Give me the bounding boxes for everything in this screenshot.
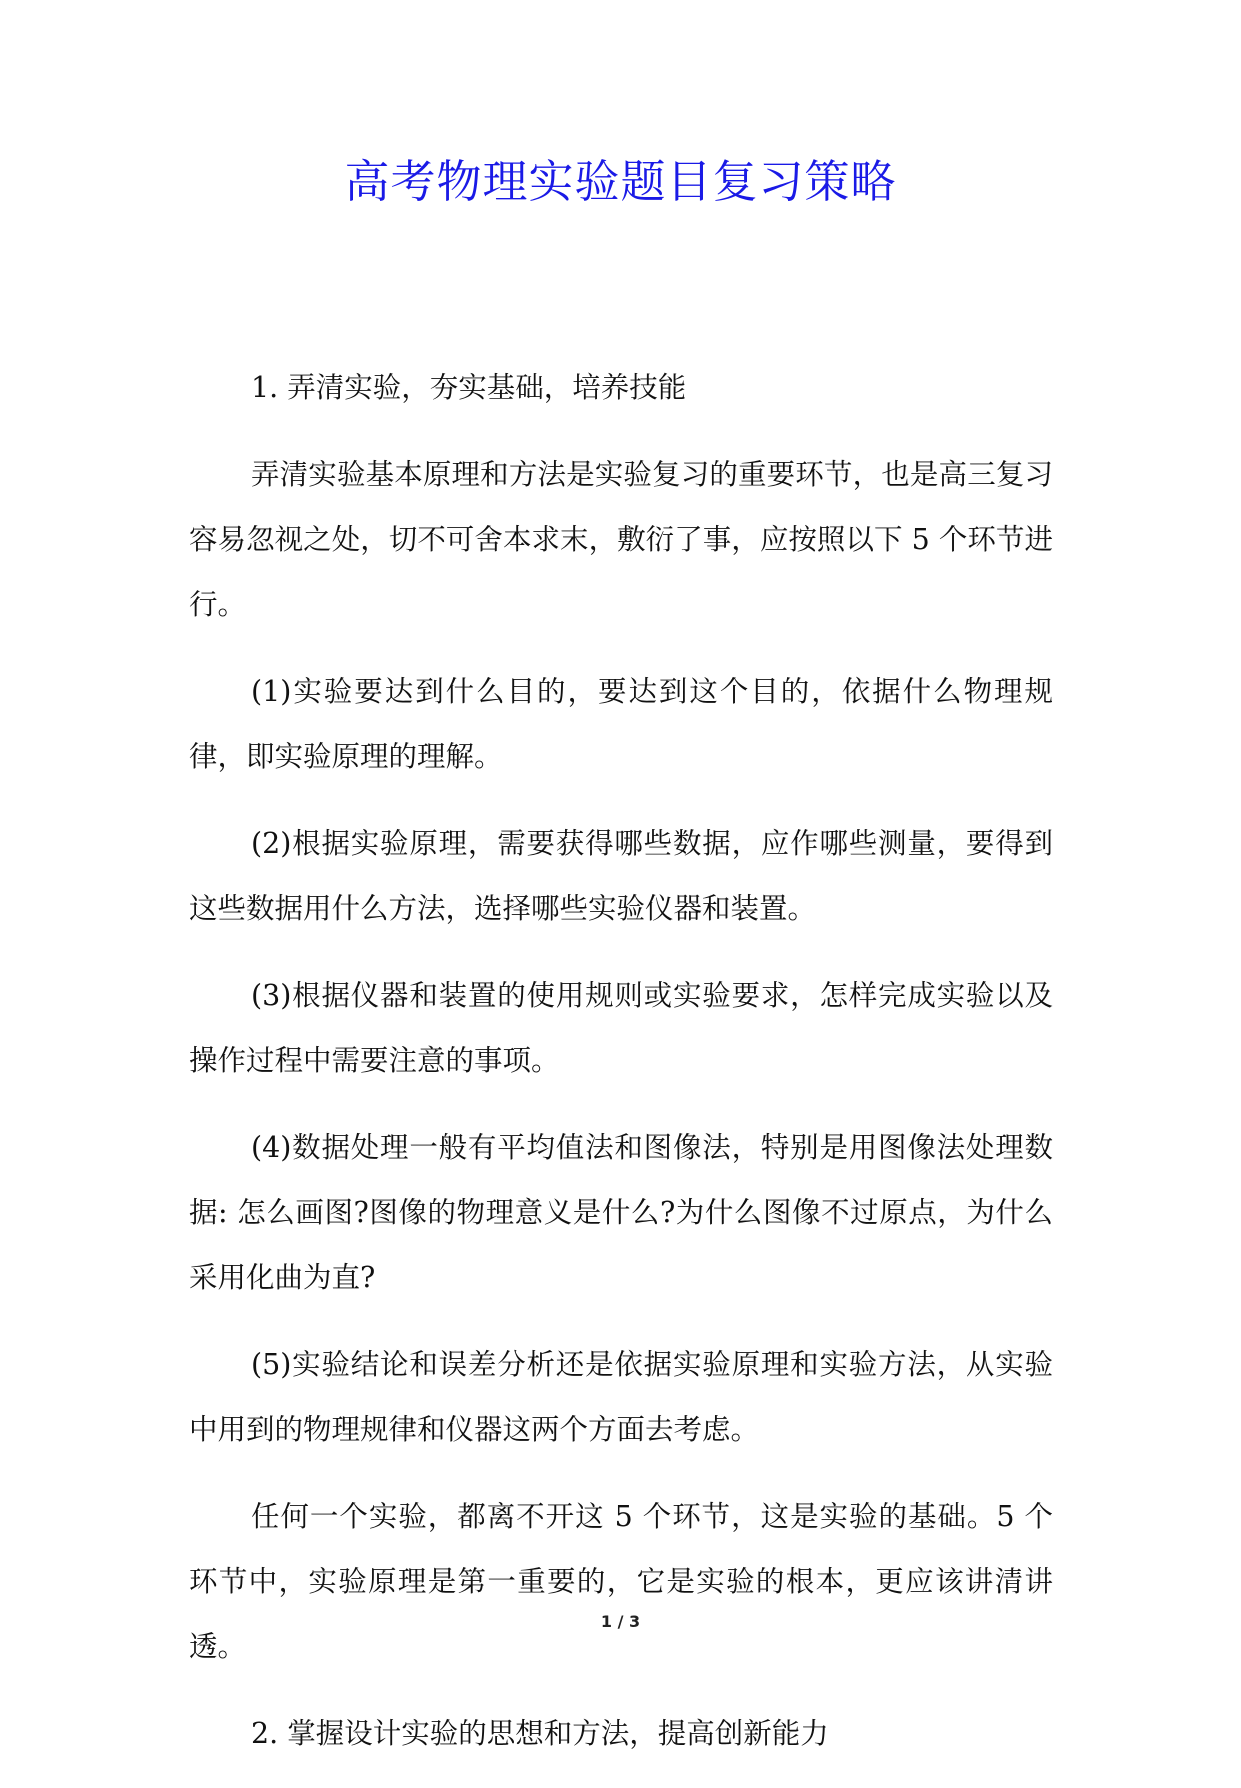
list-item-5: (5)实验结论和误差分析还是依据实验原理和实验方法，从实验中用到的物理规律和仪器这两个方面去考虑。 — [189, 1348, 1053, 1446]
body-paragraph: 弄清实验基本原理和方法是实验复习的重要环节，也是高三复习容易忽视之处，切不可舍本求末，敷衍了事，应按照以下 5 个环节进行。 — [189, 458, 1053, 621]
list-item-2: (2)根据实验原理，需要获得哪些数据，应作哪些测量，要得到这些数据用什么方法，选择哪些实验仪器和装置。 — [189, 827, 1053, 925]
document-title: 高考物理实验题目复习策略 — [344, 155, 897, 208]
section-heading-2: 2. 掌握设计实验的思想和方法，提高创新能力 — [251, 1717, 829, 1750]
list-item-3: (3)根据仪器和装置的使用规则或实验要求，怎样完成实验以及操作过程中需要注意的事项。 — [189, 979, 1053, 1077]
body-paragraph: 任何一个实验，都离不开这 5 个环节，这是实验的基础。5 个环节中，实验原理是第一重要的，它是实验的根本，更应该讲清讲透。 — [189, 1500, 1053, 1663]
section-heading-1: 1. 弄清实验，夯实基础，培养技能 — [251, 371, 687, 404]
page-number: 1 / 3 — [600, 1612, 641, 1631]
list-item-4: (4)数据处理一般有平均值法和图像法，特别是用图像法处理数据: 怎么画图?图像的物理意义是什么?为什么图像不过原点，为什么采用化曲为直? — [189, 1131, 1053, 1294]
document-body — [189, 355, 1053, 1788]
list-item-1: (1)实验要达到什么目的，要达到这个目的，依据什么物理规律，即实验原理的理解。 — [189, 675, 1053, 773]
